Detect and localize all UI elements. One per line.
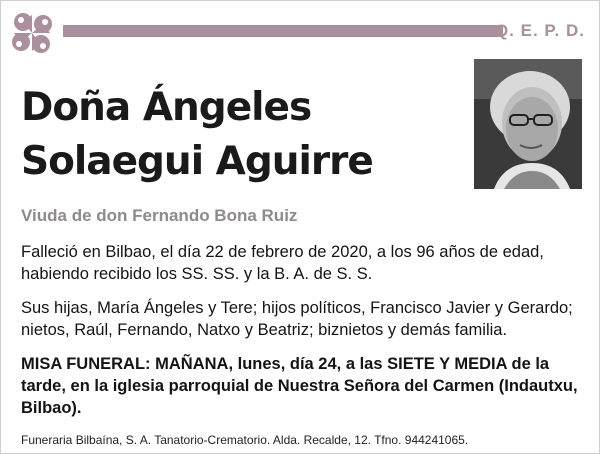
family-list: Sus hijas, María Ángeles y Tere; hijos políticos, Francisco Javier y Gerardo; nietos, Raúl, Fernando, Natxo y Beatriz; biznietos y demás familia. [21, 299, 573, 339]
header [9, 11, 591, 55]
lauburu-icon [9, 11, 55, 55]
widow-subtitle: Viuda de don Fernando Bona Ruiz [21, 206, 298, 225]
funeral-home-footer: Funeraria Bilbaína, S. A. Tanatorio-Crematorio. Alda. Recalde, 12. Tfno. 944241065. [21, 433, 469, 447]
portrait-image [474, 59, 582, 189]
name-line-2: Solaegui Aguirre [21, 139, 373, 184]
funeral-mass-info: MISA FUNERAL: MAÑANA, lunes, día 24, a las SIETE Y MEDIA de la tarde, en la iglesia parroquial de Nuestra Señora del Carmen (Indautxu, Bilbao). [21, 355, 578, 417]
death-details: Falleció en Bilbao, el día 22 de febrero de 2020, a los 96 años de edad, habiendo recibido los SS. SS. y la B. A. de S. S. [21, 243, 544, 283]
name-line-1: Doña Ángeles [21, 85, 312, 130]
deceased-name [21, 81, 461, 189]
portrait-photo [474, 59, 582, 189]
header-bar [63, 25, 503, 37]
qepd-label: Q. E. P. D. [494, 21, 585, 40]
